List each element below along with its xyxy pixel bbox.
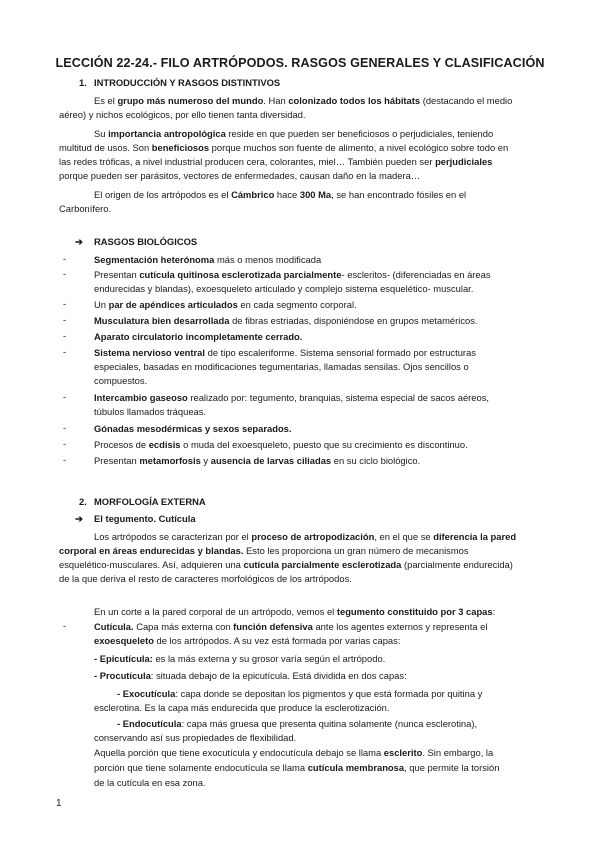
bullet-dash: - bbox=[63, 391, 67, 402]
list-item-continuation: esclerotina. Es la capa más endurecida que produce la esclerotización. bbox=[94, 702, 390, 713]
bullet-dash: - bbox=[63, 314, 67, 325]
bullet-dash: - bbox=[63, 620, 67, 631]
bullet-dash: - bbox=[63, 346, 67, 357]
list-item-continuation: - Epicutícula: es la más externa y su grosor varía según el artrópodo. bbox=[94, 653, 386, 664]
subsection-heading: El tegumento. Cutícula bbox=[94, 513, 196, 524]
list-item-continuation: endurecidas y blandas), exoesqueleto articulado y complejo sistema esquelético- muscular. bbox=[94, 283, 474, 294]
list-item-continuation: túbulos llamados tráqueas. bbox=[94, 406, 207, 417]
list-item: Gónadas mesodérmicas y sexos separados. bbox=[94, 423, 292, 434]
page-title: LECCIÓN 22-24.- FILO ARTRÓPODOS. RASGOS GENERALES Y CLASIFICACIÓN bbox=[55, 56, 545, 70]
bullet-dash: - bbox=[63, 454, 67, 465]
paragraph-line: corporal en áreas endurecidas y blandas. Esto les proporciona un gran número de mecanismos bbox=[59, 545, 469, 556]
bullet-dash: - bbox=[63, 253, 67, 264]
list-item: Presentan metamorfosis y ausencia de larvas ciliadas en su ciclo biológico. bbox=[94, 455, 421, 466]
bullet-dash: - bbox=[63, 330, 67, 341]
arrow-icon: ➔ bbox=[75, 236, 83, 247]
list-item-continuation: porción que tiene solamente endocutícula se llama cutícula membranosa, que permite la torsión bbox=[94, 762, 500, 773]
paragraph-line: Su importancia antropológica reside en que pueden ser beneficiosos o perjudiciales, teniendo bbox=[94, 128, 494, 139]
bullet-dash: - bbox=[63, 438, 67, 449]
list-item-continuation: de la cutícula en esa zona. bbox=[94, 777, 206, 788]
list-item: Musculatura bien desarrollada de fibras estriadas, disponiéndose en grupos metaméricos. bbox=[94, 315, 478, 326]
paragraph-line: Es el grupo más numeroso del mundo. Han colonizado todos los hábitats (destacando el medio bbox=[94, 95, 513, 106]
paragraph-line: porque pueden ser parásitos, vectores de enfermedades, causan daño en la madera… bbox=[59, 170, 421, 181]
paragraph-line: de la que deriva el resto de caracteres morfológicos de los artrópodos. bbox=[59, 573, 352, 584]
list-item-continuation: compuestos. bbox=[94, 375, 148, 386]
list-item-continuation: exoesqueleto de los artrópodos. A su vez está formada por varias capas: bbox=[94, 635, 401, 646]
list-item-continuation: - Endocutícula: capa más gruesa que presenta quitina solamente (nunca esclerotina), bbox=[117, 718, 478, 729]
paragraph-line: aéreo) y nichos ecológicos, por ello tienen tanta diversidad. bbox=[59, 109, 306, 120]
bullet-dash: - bbox=[63, 268, 67, 279]
bullet-dash: - bbox=[63, 298, 67, 309]
arrow-icon: ➔ bbox=[75, 513, 83, 524]
section-number: 1. bbox=[79, 77, 87, 88]
paragraph-line: esquelético-musculares. Así, adquieren una cutícula parcialmente esclerotizada (parcialmente endurecida) bbox=[59, 559, 513, 570]
list-item-continuation: - Procutícula: situada debajo de la epicutícula. Está dividida en dos capas: bbox=[94, 670, 407, 681]
page-number: 1 bbox=[56, 798, 62, 809]
paragraph-line: Carbonífero. bbox=[59, 203, 112, 214]
subsection-heading: RASGOS BIOLÓGICOS bbox=[94, 236, 198, 247]
paragraph-line: En un corte a la pared corporal de un artrópodo, vemos el tegumento constituido por 3 capas: bbox=[94, 606, 496, 617]
paragraph-line: Los artrópodos se caracterizan por el proceso de artropodización, en el que se diferencia la pared bbox=[94, 531, 517, 542]
section-number: 2. bbox=[79, 496, 87, 507]
list-item-continuation: conservando así sus propiedades de flexibilidad. bbox=[94, 732, 297, 743]
paragraph-line: multitud de usos. Son beneficiosos porque muchos son fuente de alimento, a nivel ecológico sobre todo en bbox=[59, 142, 509, 153]
list-item: Sistema nervioso ventral de tipo escaleriforme. Sistema sensorial formado por estructuras bbox=[94, 347, 476, 358]
paragraph-line: El origen de los artrópodos es el Cámbrico hace 300 Ma, se han encontrado fósiles en el bbox=[94, 189, 467, 200]
list-item: Cutícula. Capa más externa con función defensiva ante los agentes externos y representa el bbox=[94, 621, 488, 632]
list-item-continuation: - Exocutícula: capa donde se depositan los pigmentos y que está formada por quitina y bbox=[117, 688, 483, 699]
section-heading: MORFOLOGÍA EXTERNA bbox=[94, 496, 206, 507]
section-heading: INTRODUCCIÓN Y RASGOS DISTINTIVOS bbox=[94, 77, 281, 88]
list-item: Aparato circulatorio incompletamente cerrado. bbox=[94, 331, 303, 342]
list-item: Un par de apéndices articulados en cada segmento corporal. bbox=[94, 299, 357, 310]
list-item: Procesos de ecdisis o muda del exoesqueleto, puesto que su crecimiento es discontinuo. bbox=[94, 439, 468, 450]
list-item: Segmentación heterónoma más o menos modificada bbox=[94, 254, 322, 265]
list-item-continuation: Aquella porción que tiene exocutícula y endocutícula debajo se llama esclerito. Sin embargo, la bbox=[94, 747, 494, 758]
list-item: Intercambio gaseoso realizado por: tegumento, branquias, sistema especial de sacos aéreos, bbox=[94, 392, 489, 403]
list-item: Presentan cutícula quitinosa esclerotizada parcialmente- escleritos- (diferenciadas en áreas bbox=[94, 269, 491, 280]
list-item-continuation: especiales, basadas en modificaciones tegumentarias, llamadas sensilas. Ojos sencillos o bbox=[94, 361, 469, 372]
bullet-dash: - bbox=[63, 422, 67, 433]
paragraph-line: las redes tróficas, a nivel industrial producen cera, colorantes, miel… También pueden ser perjudiciales bbox=[59, 156, 493, 167]
